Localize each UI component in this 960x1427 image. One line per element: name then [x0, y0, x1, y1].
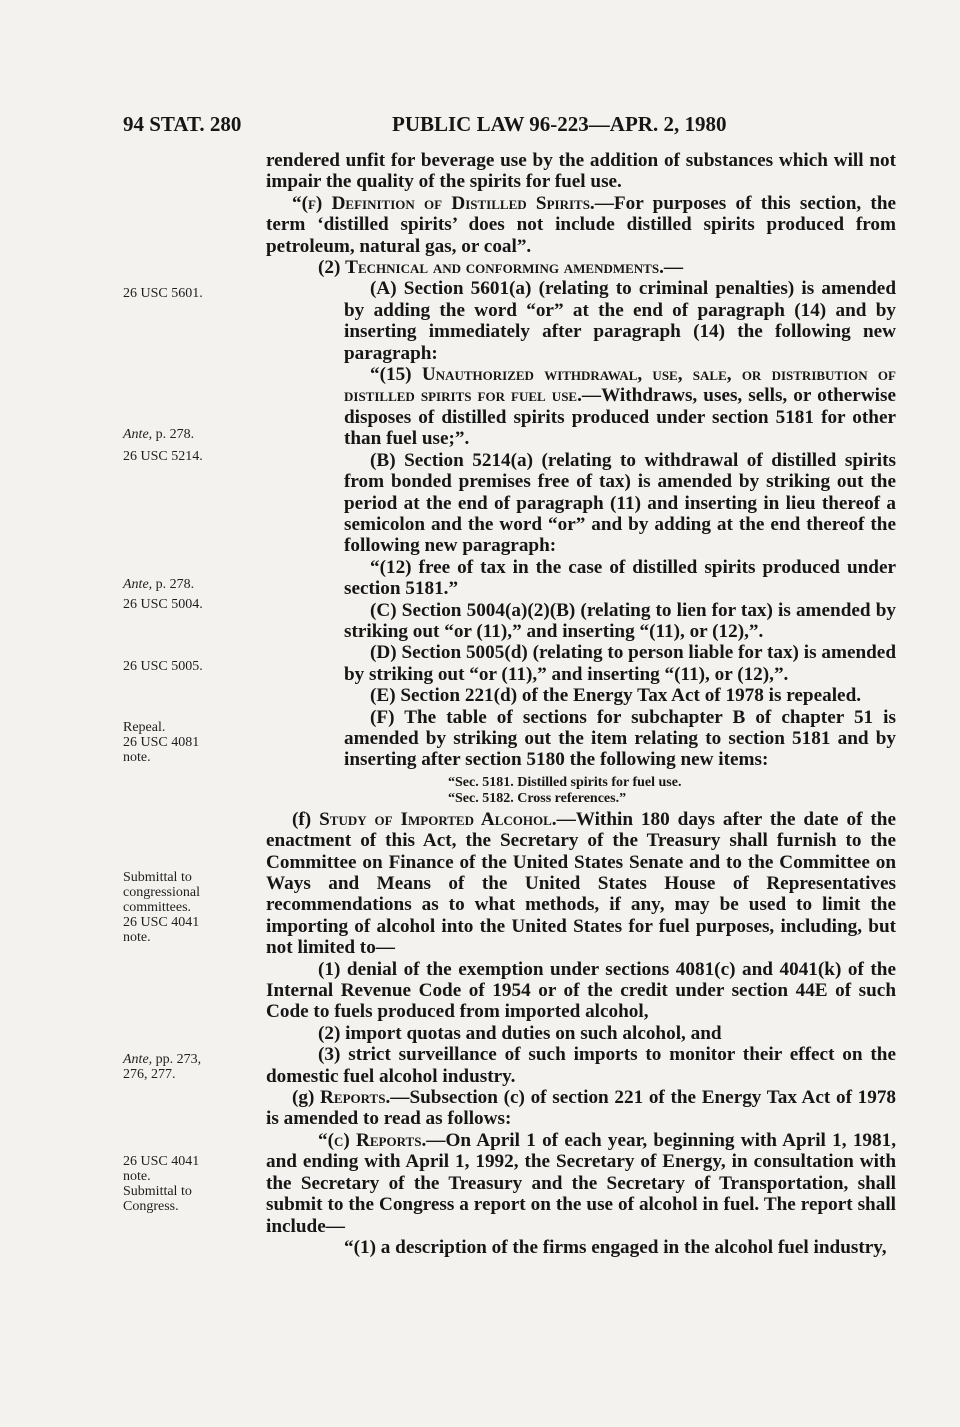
subparagraph-e: (E) Section 221(d) of the Energy Tax Act of 1978 is repealed. [370, 685, 862, 707]
list-item: (3) strict surveillance of such imports to monitor their effect on the domestic fuel alcohol industry. [266, 1044, 896, 1087]
margin-note-line: 276, 277. [123, 1067, 176, 1082]
margin-note-submittal-committees [123, 870, 251, 945]
margin-note-26usc5005: 26 USC 5005. [123, 659, 203, 674]
margin-note-ante-page: p. 278. [152, 427, 195, 442]
margin-note-line: Repeal. [123, 720, 166, 735]
margin-note-line: Submittal to [123, 870, 192, 885]
margin-note-ante-278 [123, 427, 251, 442]
paragraph-text: —Subsection (c) of section 221 of the Energy Tax Act of 1978 is amended to read as follows: [266, 1087, 897, 1130]
subparagraph-d: (D) Section 5005(d) (relating to person liable for tax) is amended by striking out “or (11),” and inserting “(11), or (12),”. [344, 642, 896, 685]
list-item: (2) import quotas and duties on such alcohol, and [318, 1022, 722, 1044]
paragraph-heading: Study of Imported Alcohol. [319, 808, 557, 830]
subparagraph-a: (A) Section 5601(a) (relating to criminal penalties) is amended by adding the word “or” at the end of paragraph (14) and by inserting immediately after paragraph (14) the following new paragraph: [344, 278, 896, 364]
body-paragraph-definition [266, 193, 896, 257]
table-row: “Sec. 5182. Cross references.” [448, 790, 627, 806]
margin-note-26usc5214: 26 USC 5214. [123, 449, 203, 464]
paragraph-heading: “(c) Reports. [318, 1129, 427, 1151]
margin-note-submittal-congress [123, 1154, 251, 1214]
paragraph-text: —Withdraws, uses, sells, or otherwise disposes of distilled spirits produced under section 5181 for other than fuel use;”. [344, 385, 896, 450]
margin-note-line: note. [123, 930, 151, 945]
table-row: “Sec. 5181. Distilled spirits for fuel use. [448, 774, 682, 790]
margin-note-line: Submittal to [123, 1184, 192, 1199]
body-paragraph-c-reports [266, 1130, 896, 1237]
margin-note-line: committees. [123, 900, 192, 915]
paragraph-heading: Reports. [320, 1087, 391, 1109]
subparagraph-f: (F) The table of sections for subchapter B of chapter 51 is amended by striking out the item relating to section 5181 and by inserting after section 5180 the following new items: [344, 706, 896, 771]
page-stat-number: 94 STAT. 280 [123, 112, 242, 136]
margin-note-ante-page: p. 278. [152, 577, 195, 592]
margin-note-ante-278-b [123, 577, 251, 592]
paragraph-text: —For purposes of this section, the term ‘distilled spirits’ does not include distilled spirits produced from petroleum, natural gas, or coal”. [266, 192, 896, 257]
margin-note-ante-label: Ante, [123, 577, 153, 592]
paragraph-heading: Technical and conforming amendments. [345, 257, 664, 279]
margin-note-line: 26 USC 4041 [123, 915, 200, 930]
margin-note-line: note. [123, 1169, 151, 1184]
statute-body [266, 150, 896, 1258]
margin-note-ante-page: pp. 273, [152, 1052, 202, 1067]
paragraph-text: — [663, 257, 684, 279]
margin-note-line: 26 USC 4081 [123, 735, 200, 750]
paragraph-heading: “(15) Unauthorized withdrawal, use, sale, or distribution of distilled spirits for fuel use. [344, 364, 896, 407]
margin-note-repeal [123, 720, 251, 765]
body-paragraph-reports [266, 1087, 896, 1130]
paragraph-number: (2) [318, 257, 346, 279]
body-paragraph: rendered unfit for beverage use by the addition of substances which will not impair the quality of the spirits for fuel use. [266, 150, 896, 193]
margin-note-line: 26 USC 4041 [123, 1154, 200, 1169]
margin-note-ante-273 [123, 1052, 251, 1082]
paragraph-number: (f) [292, 808, 320, 830]
subparagraph-block [266, 278, 896, 770]
page-running-title: PUBLIC LAW 96-223—APR. 2, 1980 [392, 112, 727, 136]
list-item: (1) denial of the exemption under sections 4081(c) and 4041(k) of the Internal Revenue Code of 1954 or of the credit under section 44E of such Code to fuels produced from imported alcohol, [266, 958, 896, 1023]
margin-note-line: note. [123, 750, 151, 765]
margin-note-26usc5601: 26 USC 5601. [123, 286, 203, 301]
margin-note-26usc5004: 26 USC 5004. [123, 597, 203, 612]
body-paragraph-study [266, 809, 896, 959]
paragraph-number: (g) [292, 1087, 321, 1109]
subparagraph-c: (C) Section 5004(a)(2)(B) (relating to lien for tax) is amended by striking out “or (11),” and inserting “(11), or (12),”. [344, 599, 896, 642]
margin-note-line: congressional [123, 885, 200, 900]
paragraph-text: —Within 180 days after the date of the enactment of this Act, the Secretary of the Treasury shall furnish to the Committee on Finance of the United States Senate and to the Committee on Ways and Means of the United States House of Representatives recommendations as to what methods, if any, may be used to limit the importing of alcohol into the United States for fuel purposes, including, but not limited to— [266, 808, 896, 959]
body-paragraph-technical-amendments [266, 257, 896, 278]
paragraph-text: —On April 1 of each year, beginning with April 1, 1981, and ending with April 1, 1992, the Secretary of Energy, in consultation with the Secretary of the Treasury and the Secretary of Transportation, shall submit to the Congress a report on the use of alcohol in fuel. The report shall include— [266, 1129, 896, 1237]
margin-note-ante-label: Ante, [123, 427, 153, 442]
inserted-paragraph-12: “(12) free of tax in the case of distilled spirits produced under section 5181.” [344, 556, 896, 600]
inserted-paragraph-15 [344, 364, 896, 450]
margin-note-ante-label: Ante, [123, 1052, 153, 1067]
margin-note-line: Congress. [123, 1199, 179, 1214]
list-item: “(1) a description of the firms engaged in the alcohol fuel industry, [344, 1236, 887, 1258]
table-of-sections [266, 775, 896, 807]
margin-note-line [123, 1052, 251, 1067]
paragraph-heading: “(f) Definition of Distilled Spirits. [292, 192, 595, 214]
subparagraph-b: (B) Section 5214(a) (relating to withdrawal of distilled spirits from bonded premises free of tax) is amended by striking out the period at the end of paragraph (11) and inserting in lieu thereof a semicolon and the word “or” and by adding at the end thereof the following new paragraph: [344, 449, 896, 557]
